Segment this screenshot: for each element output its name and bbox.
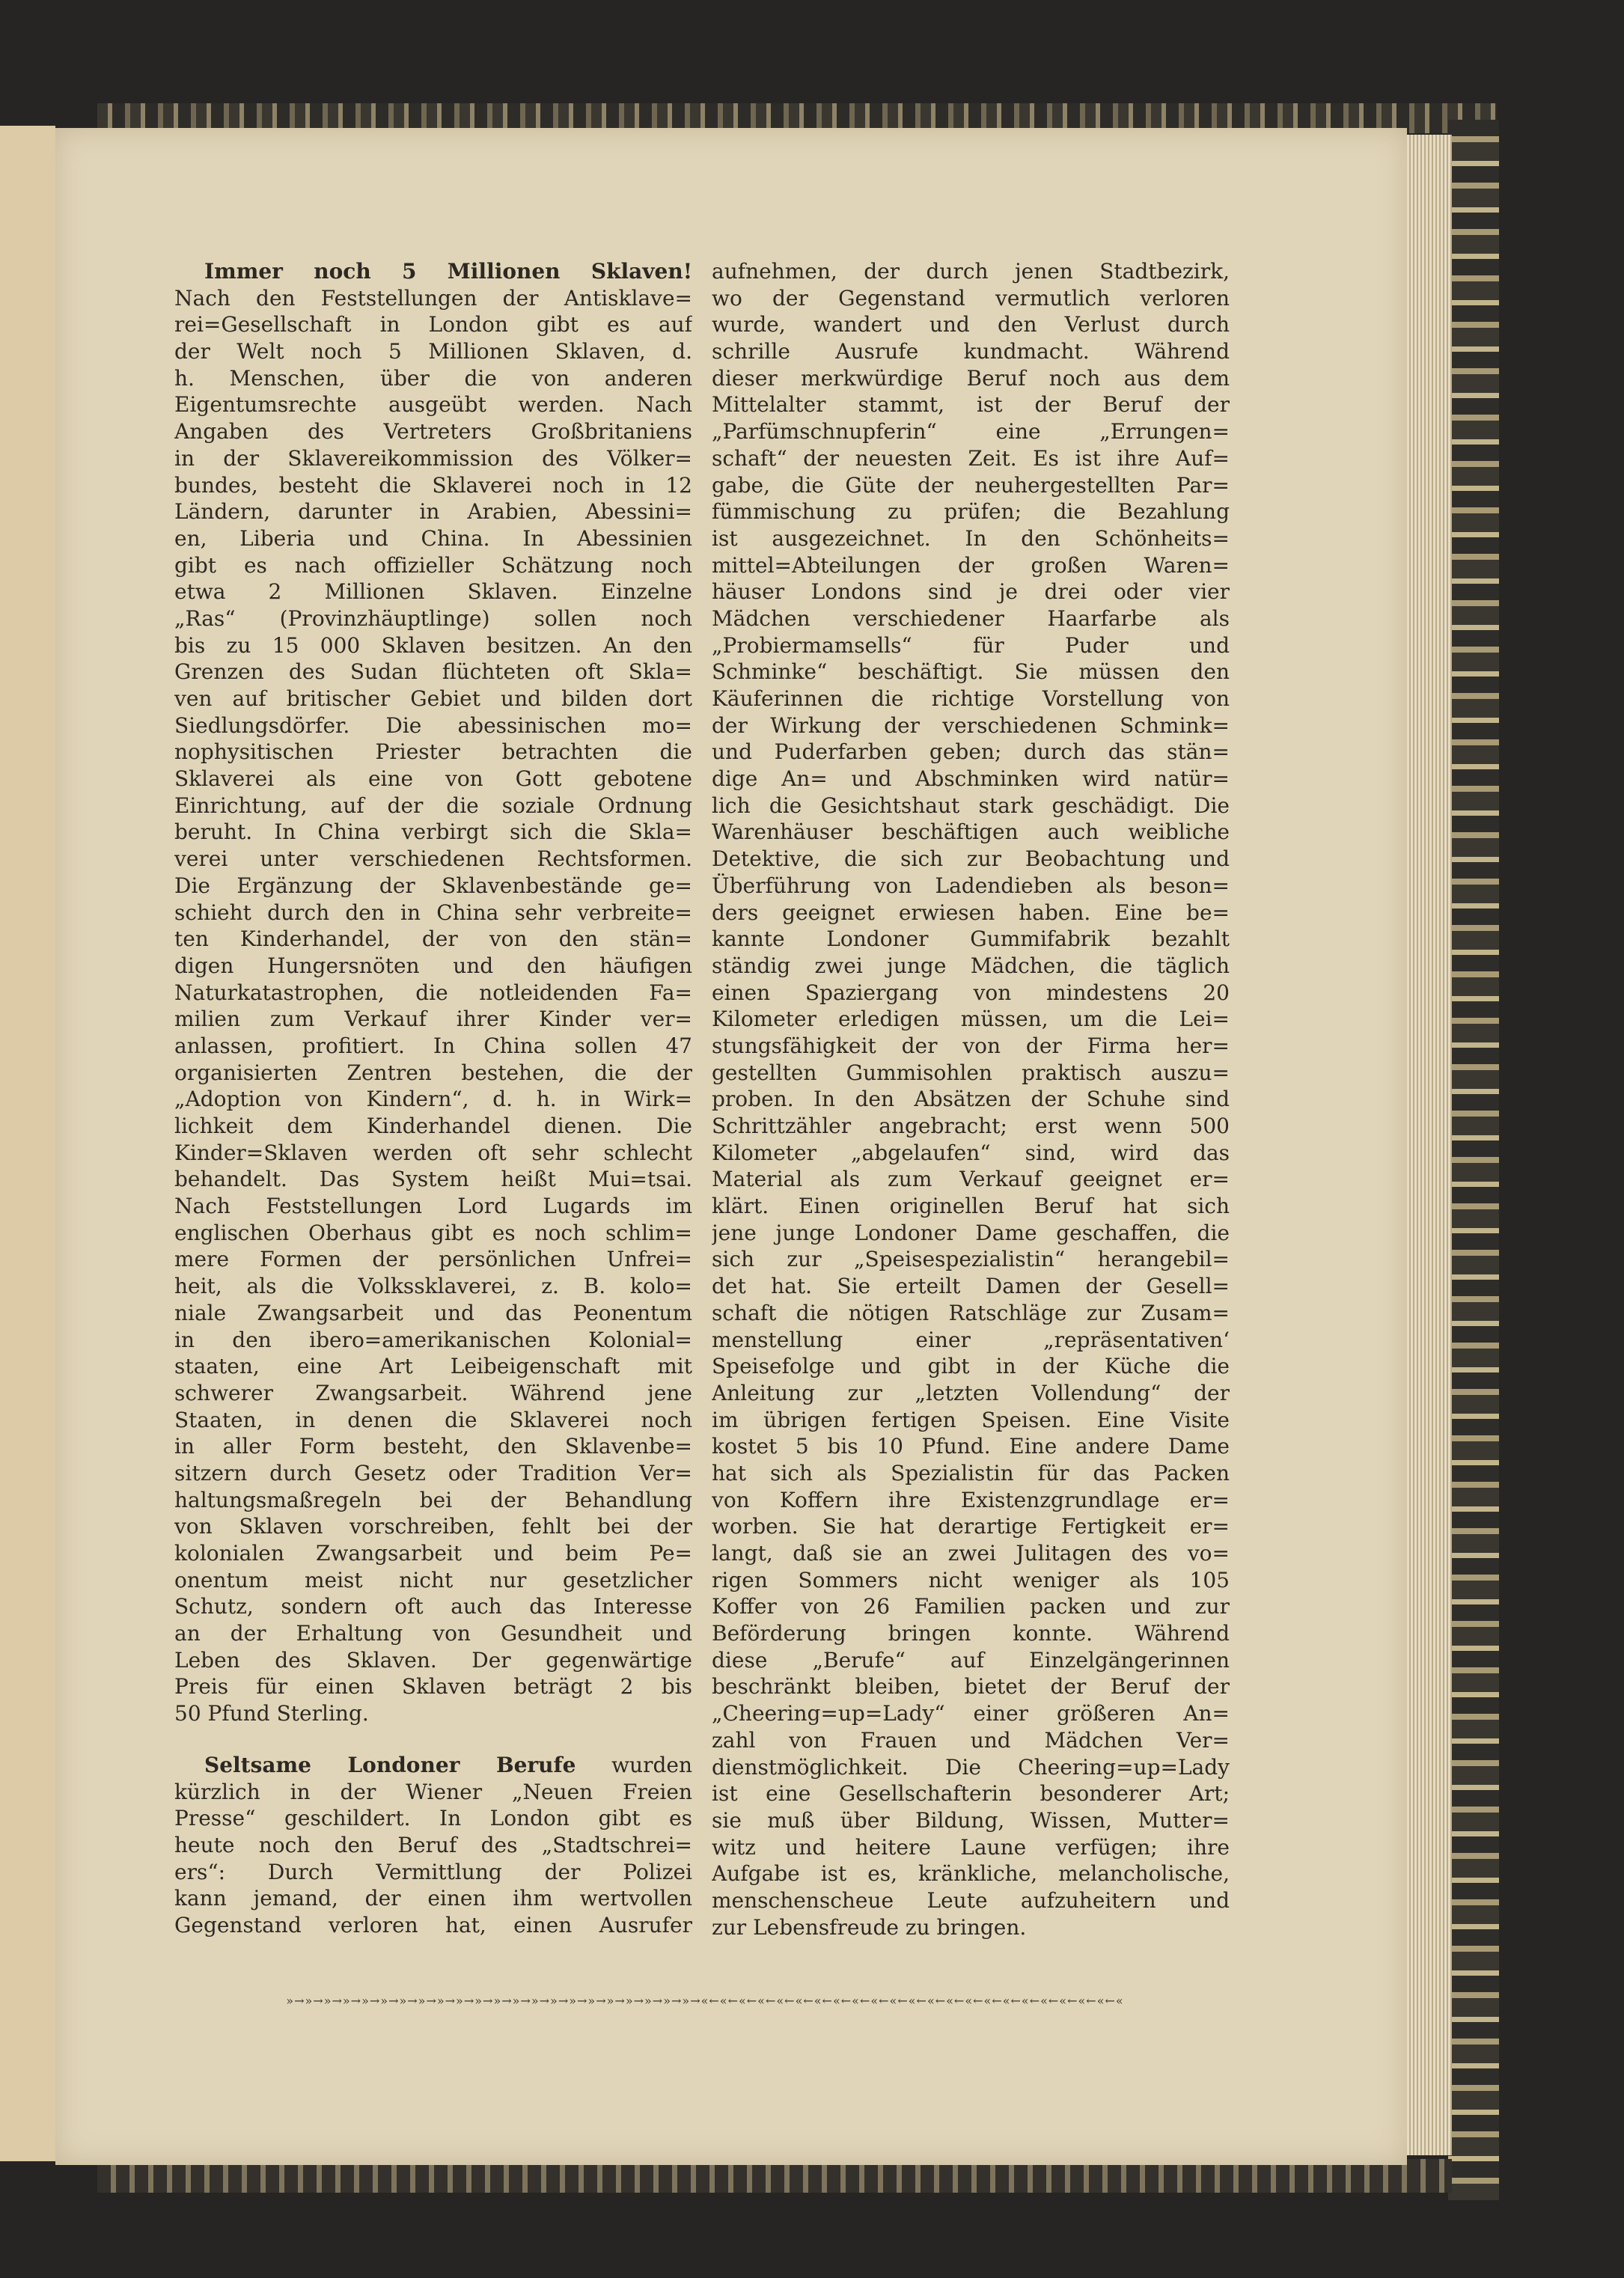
text-line: kannte Londoner Gummifabrik bezahlt <box>712 926 1230 952</box>
text-line: 50 Pfund Sterling. <box>174 1701 369 1726</box>
text-line: menstellung einer „repräsentativen‘ <box>712 1327 1230 1352</box>
text-line: h. Menschen, über die von anderen <box>174 365 692 391</box>
text-line: schwerer Zwangsarbeit. Während jene <box>174 1380 692 1405</box>
text-line: „Parfümschnupferin“ eine „Errungen= <box>712 419 1230 445</box>
text-line: von Sklaven vorschreiben, fehlt bei der <box>174 1514 692 1539</box>
text-line: proben. In den Absätzen der Schuhe sind <box>712 1087 1230 1112</box>
text-line: lich die Gesichtshaut stark geschädigt. Die <box>712 793 1230 818</box>
text-line: einen Spaziergang von mindestens 20 <box>712 980 1230 1005</box>
text-line: Schrittzähler angebracht; erst wenn 500 <box>712 1114 1230 1138</box>
text-line: Ländern, darunter in Arabien, Abessini= <box>174 499 692 525</box>
text-line: Anleitung zur „letzten Vollendung“ der <box>712 1380 1230 1405</box>
text-line: menschenscheue Leute aufzuheitern und <box>712 1887 1230 1913</box>
text-line: sich zur „Speisespezialistin“ herangebil= <box>712 1247 1230 1272</box>
text-line: dieser merkwürdige Beruf noch aus dem <box>712 365 1230 391</box>
text-line: nophysitischen Priester betrachten die <box>174 739 692 765</box>
text-line: anlassen, profitiert. In China sollen 47 <box>174 1033 692 1058</box>
paragraph <box>174 1752 692 1939</box>
text-line: ven auf britischer Gebiet und bilden dort <box>174 686 692 711</box>
text-line: kann jemand, der einen ihm wertvollen <box>174 1886 692 1911</box>
text-line: Schminke“ beschäftigt. Sie müssen den <box>712 659 1230 685</box>
text-line: Mittelalter stammt, ist der Beruf der <box>712 392 1230 418</box>
text-line: Nach Feststellungen Lord Lugards im <box>174 1194 692 1219</box>
text-line: wurde, wandert und den Verlust durch <box>712 312 1230 338</box>
text-line: an der Erhaltung von Gesundheit und <box>174 1621 692 1646</box>
lead-rest: wurden <box>576 1752 692 1777</box>
text-line: „Probiermamsells“ für Puder und <box>712 632 1230 658</box>
facing-page-edge <box>0 126 55 2161</box>
text-line: in aller Form besteht, den Sklavenbe= <box>174 1434 692 1459</box>
text-line: milien zum Verkauf ihrer Kinder ver= <box>174 1007 692 1032</box>
text-line: „Adoption von Kindern“, d. h. in Wirk= <box>174 1087 692 1112</box>
text-line: schieht durch den in China sehr verbreite= <box>174 900 692 925</box>
text-line: Speisefolge und gibt in der Küche die <box>712 1354 1230 1379</box>
text-line: det hat. Sie erteilt Damen der Gesell= <box>712 1274 1230 1299</box>
text-line: organisierten Zentren bestehen, die der <box>174 1060 692 1085</box>
text-line: beruht. In China verbirgt sich die Skla= <box>174 819 692 845</box>
page-edges <box>1399 135 1452 2155</box>
text-line: kostet 5 bis 10 Pfund. Eine andere Dame <box>712 1434 1230 1459</box>
text-line: der Welt noch 5 Millionen Sklaven, d. <box>174 339 692 364</box>
text-line: gabe, die Güte der neuhergestellten Par= <box>712 472 1230 498</box>
text-line: englischen Oberhaus gibt es noch schlim= <box>174 1220 692 1245</box>
text-line: jene junge Londoner Dame geschaffen, die <box>712 1220 1230 1245</box>
text-line: staaten, eine Art Leibeigenschaft mit <box>174 1354 692 1379</box>
text-line: im übrigen fertigen Speisen. Eine Visite <box>712 1407 1230 1432</box>
text-line: diese „Berufe“ auf Einzelgängerinnen <box>712 1647 1230 1673</box>
text-line: lichkeit dem Kinderhandel dienen. Die <box>174 1114 692 1138</box>
text-line: kolonialen Zwangsarbeit und beim Pe= <box>174 1541 692 1566</box>
text-line: schaft“ der neuesten Zeit. Es ist ihre Auf= <box>712 445 1230 471</box>
text-line: niale Zwangsarbeit und das Peonentum <box>174 1300 692 1325</box>
text-line: digen Hungersnöten und den häufigen <box>174 953 692 978</box>
text-line: en, Liberia und China. In Abessinien <box>174 525 692 551</box>
text-line: Eigentumsrechte ausgeübt werden. Nach <box>174 392 692 418</box>
text-line: ten Kinderhandel, der von den stän= <box>174 926 692 952</box>
text-line: und Puderfarben geben; durch das stän= <box>712 739 1230 765</box>
text-line: Preis für einen Sklaven beträgt 2 bis <box>174 1674 692 1700</box>
text-line: zur Lebensfreude zu bringen. <box>712 1914 1027 1940</box>
text-line: mere Formen der persönlichen Unfrei= <box>174 1247 692 1272</box>
text-line: Kilometer „abgelaufen“ sind, wird das <box>712 1140 1230 1165</box>
text-line: ständig zwei junge Mädchen, die täglich <box>712 953 1230 978</box>
text-line: Kilometer erledigen müssen, um die Lei= <box>712 1007 1230 1032</box>
paragraph <box>174 258 692 1727</box>
text-line: „Ras“ (Provinzhäuptlinge) sollen noch <box>174 605 692 631</box>
text-line: von Koffern ihre Existenzgrundlage er= <box>712 1487 1230 1512</box>
right-column <box>712 258 1230 1940</box>
text-line: Aufgabe ist es, kränkliche, melancholische, <box>712 1861 1230 1887</box>
text-line: Mädchen verschiedener Haarfarbe als <box>712 605 1230 631</box>
paragraph-gap <box>174 1727 692 1752</box>
text-line: gibt es nach offizieller Schätzung noch <box>174 552 692 578</box>
text-line: in der Sklavereikommission des Völker= <box>174 445 692 471</box>
text-line: Detektive, die sich zur Beobachtung und <box>712 846 1230 872</box>
text-line: Staaten, in denen die Sklaverei noch <box>174 1407 692 1432</box>
text-line: stungsfähigkeit der von der Firma her= <box>712 1033 1230 1058</box>
text-line: Presse“ geschildert. In London gibt es <box>174 1806 692 1831</box>
text-line: rigen Sommers nicht weniger als 105 <box>712 1567 1230 1593</box>
text-line: klärt. Einen originellen Beruf hat sich <box>712 1194 1230 1219</box>
text-line: Einrichtung, auf der die soziale Ordnung <box>174 793 692 818</box>
text-line: heit, als die Volkssklaverei, z. B. kolo= <box>174 1274 692 1299</box>
text-line: worben. Sie hat derartige Fertigkeit er= <box>712 1514 1230 1539</box>
text-line: Gegenstand verloren hat, einen Ausrufer <box>174 1912 692 1937</box>
text-line: wo der Gegenstand vermutlich verloren <box>712 285 1230 311</box>
text-line: ist ausgezeichnet. In den Schönheits= <box>712 525 1230 551</box>
text-line: Leben des Sklaven. Der gegenwärtige <box>174 1647 692 1673</box>
text-line: Koffer von 26 Familien packen und zur <box>712 1594 1230 1619</box>
text-line: Naturkatastrophen, die notleidenden Fa= <box>174 980 692 1005</box>
text-line: schrille Ausrufe kundmacht. Während <box>712 339 1230 364</box>
text-line: Die Ergänzung der Sklavenbestände ge= <box>174 873 692 898</box>
text-line: ders geeignet erwiesen haben. Eine be= <box>712 900 1230 925</box>
text-line: rei=Gesellschaft in London gibt es auf <box>174 312 692 338</box>
text-line: beschränkt bleiben, bietet der Beruf der <box>712 1674 1230 1700</box>
heading-line <box>174 1752 692 1779</box>
text-line: aufnehmen, der durch jenen Stadtbezirk, <box>712 259 1230 284</box>
text-line: in den ibero=amerikanischen Kolonial= <box>174 1327 692 1352</box>
text-line: behandelt. Das System heißt Mui=tsai. <box>174 1167 692 1192</box>
text-line: etwa 2 Millionen Sklaven. Einzelne <box>174 579 692 605</box>
paragraph-lead: Seltsame Londoner Berufe <box>204 1752 576 1777</box>
text-line: Beförderung bringen konnte. Während <box>712 1621 1230 1646</box>
text-line: zahl von Frauen und Mädchen Ver= <box>712 1727 1230 1753</box>
text-line: gestellten Gummisohlen praktisch auszu= <box>712 1060 1230 1085</box>
text-line: Angaben des Vertreters Großbritaniens <box>174 419 692 445</box>
text-line: verei unter verschiedenen Rechtsformen. <box>174 846 692 872</box>
text-line: Kinder=Sklaven werden oft sehr schlecht <box>174 1140 692 1165</box>
paragraph-lead: Immer noch 5 Millionen Sklaven! <box>204 259 692 284</box>
text-line: hat sich als Spezialistin für das Packen <box>712 1460 1230 1485</box>
text-line: Grenzen des Sudan flüchteten oft Skla= <box>174 659 692 685</box>
text-line: Schutz, sondern oft auch das Interesse <box>174 1594 692 1619</box>
left-column <box>174 258 692 1939</box>
text-line: haltungsmaßregeln bei der Behandlung <box>174 1487 692 1512</box>
ornamental-rule: »→»→»→»→»→»→»→»→»→»→»→»→»→»→»→»→»→»→»→»→»→»→«←«←«←«←«←«←«←«←«←«←«←«←«←«←«←«←«←«←«←«←«←«←« <box>286 1994 1124 2008</box>
text-line: dige An= und Abschminken wird natür= <box>712 766 1230 792</box>
text-line: dienstmöglichkeit. Die Cheering=up=Lady <box>712 1754 1230 1780</box>
text-line: sie muß über Bildung, Wissen, Mutter= <box>712 1807 1230 1833</box>
text-line: mittel=Abteilungen der großen Waren= <box>712 552 1230 578</box>
text-line: heute noch den Beruf des „Stadtschrei= <box>174 1832 692 1857</box>
paragraph <box>712 258 1230 1940</box>
text-line: Sklaverei als eine von Gott gebotene <box>174 766 692 792</box>
heading-line <box>174 258 692 285</box>
text-line: onentum meist nicht nur gesetzlicher <box>174 1567 692 1593</box>
text-line: langt, daß sie an zwei Julitagen des vo= <box>712 1541 1230 1566</box>
text-line: der Wirkung der verschiedenen Schmink= <box>712 712 1230 738</box>
text-line: schaft die nötigen Ratschläge zur Zusam= <box>712 1300 1230 1325</box>
text-line: Nach den Feststellungen der Antisklave= <box>174 285 692 311</box>
text-line: ers“: Durch Vermittlung der Polizei <box>174 1859 692 1884</box>
text-line: häuser Londons sind je drei oder vier <box>712 579 1230 605</box>
text-line: „Cheering=up=Lady“ einer größeren An= <box>712 1701 1230 1726</box>
text-line: witz und heitere Laune verfügen; ihre <box>712 1834 1230 1860</box>
text-line: bis zu 15 000 Sklaven besitzen. An den <box>174 632 692 658</box>
text-line: kürzlich in der Wiener „Neuen Freien <box>174 1779 692 1804</box>
text-line: Warenhäuser beschäftigen auch weibliche <box>712 819 1230 845</box>
book-cover-marbled <box>1448 120 1499 2200</box>
text-line: Käuferinnen die richtige Vorstellung von <box>712 686 1230 711</box>
text-line: Siedlungsdörfer. Die abessinischen mo= <box>174 712 692 738</box>
text-line: bundes, besteht die Sklaverei noch in 12 <box>174 472 692 498</box>
text-line: Überführung von Ladendieben als beson= <box>712 873 1230 898</box>
text-line: ist eine Gesellschafterin besonderer Art; <box>712 1781 1230 1807</box>
text-line: fümmischung zu prüfen; die Bezahlung <box>712 499 1230 525</box>
text-line: Material als zum Verkauf geeignet er= <box>712 1167 1230 1192</box>
text-line: sitzern durch Gesetz oder Tradition Ver= <box>174 1460 692 1485</box>
